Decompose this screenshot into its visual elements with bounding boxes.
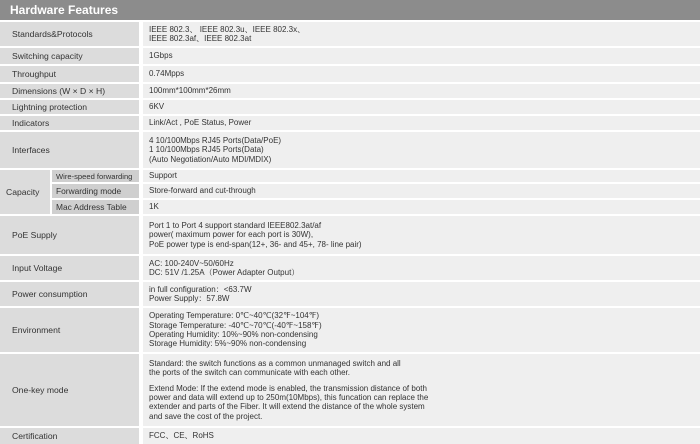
label-input-voltage: Input Voltage xyxy=(0,256,139,280)
value-certification: FCC、CE、RoHS xyxy=(143,428,700,444)
onekey-line3: Extend Mode: If the extend mode is enabled, the transmission distance of both xyxy=(149,383,427,393)
label-mac-table: Mac Address Table xyxy=(52,200,139,214)
value-standards xyxy=(143,22,700,46)
label-throughput: Throughput xyxy=(0,66,139,82)
label-lightning: Lightning protection xyxy=(0,100,139,114)
label-power-consumption: Power consumption xyxy=(0,282,139,306)
label-forwarding-mode: Forwarding mode xyxy=(52,184,139,198)
value-switching: 1Gbps xyxy=(143,48,700,64)
interfaces-line2: 1 10/100Mbps RJ45 Ports(Data) xyxy=(149,145,264,155)
label-switching: Switching capacity xyxy=(0,48,139,64)
env-line2: Storage Temperature: -40℃~70℃(-40℉~158℉) xyxy=(149,320,322,330)
label-poe-supply: PoE Supply xyxy=(0,216,139,254)
label-environment: Environment xyxy=(0,308,139,352)
value-input-voltage xyxy=(143,256,700,280)
input-line2: DC: 51V /1.25A（Power Adapter Output） xyxy=(149,268,300,277)
onekey-line4: power and data will extend up to 250m(10Mbps), this funcation can replace the xyxy=(149,393,429,402)
poe-line3: PoE power type is end-span(12+, 36- and 45+, 78- line pair) xyxy=(149,239,362,249)
input-line1: AC: 100-240V~50/60Hz xyxy=(149,258,234,268)
section-header xyxy=(0,0,700,20)
label-capacity: Capacity xyxy=(0,170,50,214)
value-dimensions: 100mm*100mm*26mm xyxy=(143,84,700,98)
power-line2: Power Supply：57.8W xyxy=(149,294,230,303)
label-standards: Standards&Protocols xyxy=(0,22,139,46)
env-line3: Operating Humidity: 10%~90% non-condensing xyxy=(149,330,318,339)
value-indicators: Link/Act , PoE Status, Power xyxy=(143,116,700,130)
standards-line2: IEEE 802.3af、IEEE 802.3at xyxy=(149,34,252,43)
onekey-line6: and save the cost of the project. xyxy=(149,411,263,421)
label-indicators: Indicators xyxy=(0,116,139,130)
onekey-line5: extender and parts of the Fiber. It will extend the distance of the whole system xyxy=(149,402,425,412)
value-poe-supply xyxy=(143,216,700,254)
value-throughput: 0.74Mpps xyxy=(143,66,700,82)
value-environment xyxy=(143,308,700,352)
poe-line2: power( maximum power for each port is 30W), xyxy=(149,230,314,240)
onekey-line1: Standard: the switch functions as a common unmanaged switch and all xyxy=(149,358,401,368)
env-line4: Storage Humidity: 5%~90% non-condensing xyxy=(149,339,307,349)
interfaces-line1: 4 10/100Mbps RJ45 Ports(Data/PoE) xyxy=(149,135,282,145)
value-mac-table: 1K xyxy=(143,200,700,214)
onekey-line2: the ports of the switch can communicate with each other. xyxy=(149,368,350,378)
label-certification: Certification xyxy=(0,428,139,444)
value-one-key-mode xyxy=(143,354,700,426)
label-dimensions: Dimensions (W × D × H) xyxy=(0,84,139,98)
value-wire-speed: Support xyxy=(143,170,700,182)
power-line1: in full configuration：<63.7W xyxy=(149,284,252,294)
value-interfaces xyxy=(143,132,700,168)
value-power-consumption xyxy=(143,282,700,306)
poe-line1: Port 1 to Port 4 support standard IEEE802.3at/af xyxy=(149,220,322,230)
section-title: Hardware Features xyxy=(10,3,119,17)
label-one-key-mode: One-key mode xyxy=(0,354,139,426)
env-line1: Operating Temperature: 0℃~40℃(32℉~104℉) xyxy=(149,311,320,321)
standards-line1: IEEE 802.3、 IEEE 802.3u、IEEE 802.3x、 xyxy=(149,24,306,34)
value-forwarding-mode: Store-forward and cut-through xyxy=(143,184,700,198)
label-wire-speed: Wire-speed forwarding xyxy=(52,170,139,182)
value-lightning: 6KV xyxy=(143,100,700,114)
label-interfaces: Interfaces xyxy=(0,132,139,168)
interfaces-line3: (Auto Negotiation/Auto MDI/MDIX) xyxy=(149,154,272,164)
